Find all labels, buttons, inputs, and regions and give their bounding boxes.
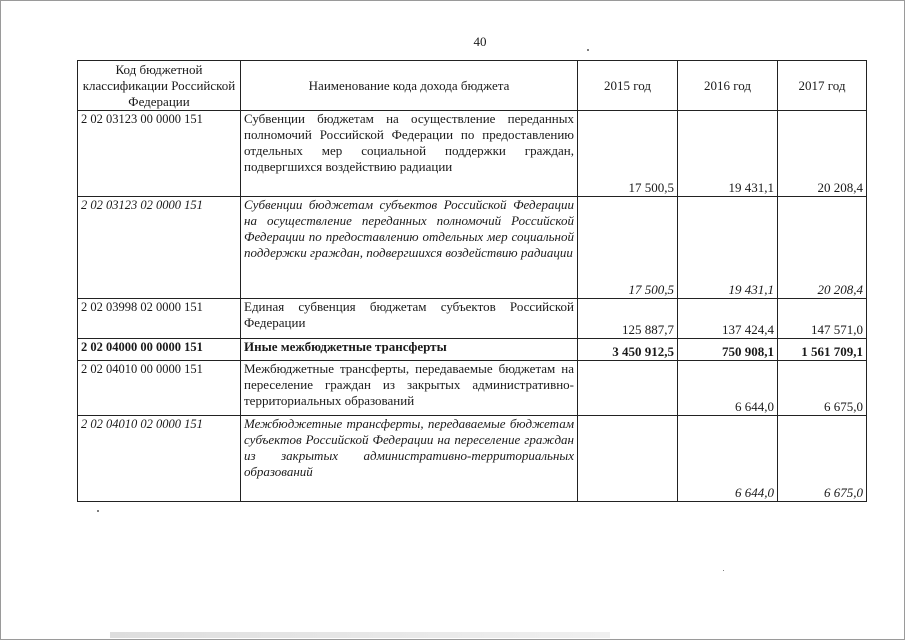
row-value-2016: 19 431,1 <box>678 111 778 197</box>
scan-speck <box>723 570 724 571</box>
row-value-2017: 6 675,0 <box>778 361 867 416</box>
row-value-2015: 3 450 912,5 <box>578 339 678 361</box>
header-name: Наименование кода дохода бюджета <box>241 61 578 111</box>
row-value-2017: 6 675,0 <box>778 416 867 502</box>
table-row <box>78 197 867 299</box>
row-value-2017: 20 208,4 <box>778 111 867 197</box>
row-code: 2 02 03123 00 0000 151 <box>78 111 241 197</box>
row-value-2015 <box>578 416 678 502</box>
row-value-2015: 125 887,7 <box>578 299 678 339</box>
table-header-row <box>78 61 867 111</box>
row-code: 2 02 03123 02 0000 151 <box>78 197 241 299</box>
row-name: Межбюджетные трансферты, передаваемые бюджетам на переселение граждан из закрытых административно-территориальных образований <box>241 361 578 416</box>
row-name: Субвенции бюджетам на осуществление переданных полномочий Российской Федерации по предоставлению отдельных мер социальной поддержки граждан, подвергшихся воздействию радиации <box>241 111 578 197</box>
header-2017: 2017 год <box>778 61 867 111</box>
row-value-2016: 6 644,0 <box>678 361 778 416</box>
row-value-2015: 17 500,5 <box>578 111 678 197</box>
row-value-2017: 147 571,0 <box>778 299 867 339</box>
row-code: 2 02 04010 02 0000 151 <box>78 416 241 502</box>
row-name: Субвенции бюджетам субъектов Российской Федерации на осуществление переданных полномочий Российской Федерации по предоставлению отдельных мер социальной поддержки граждан, подвергшихся воздействию радиации <box>241 197 578 299</box>
scan-speck <box>587 49 589 51</box>
row-value-2015 <box>578 361 678 416</box>
header-2016: 2016 год <box>678 61 778 111</box>
page-number: 40 <box>473 34 487 49</box>
row-value-2016: 750 908,1 <box>678 339 778 361</box>
row-value-2016: 137 424,4 <box>678 299 778 339</box>
header-code: Код бюджетной классификации Российской Федерации <box>78 61 241 111</box>
row-code: 2 02 04010 00 0000 151 <box>78 361 241 416</box>
row-code: 2 02 04000 00 0000 151 <box>78 339 241 361</box>
footer-scan-edge <box>110 632 610 638</box>
row-value-2017: 20 208,4 <box>778 197 867 299</box>
row-name: Иные межбюджетные трансферты <box>241 339 578 361</box>
row-value-2016: 6 644,0 <box>678 416 778 502</box>
table-row <box>78 111 867 197</box>
row-name: Межбюджетные трансферты, передаваемые бюджетам субъектов Российской Федерации на переселение граждан из закрытых административно-территориальных образований <box>241 416 578 502</box>
header-2015: 2015 год <box>578 61 678 111</box>
table-row-subtotal <box>78 339 867 361</box>
row-value-2016: 19 431,1 <box>678 197 778 299</box>
scan-speck <box>97 510 99 512</box>
table-row <box>78 416 867 502</box>
row-name: Единая субвенция бюджетам субъектов Российской Федерации <box>241 299 578 339</box>
row-value-2017: 1 561 709,1 <box>778 339 867 361</box>
table-row <box>78 299 867 339</box>
budget-revenue-table <box>77 60 867 502</box>
row-code: 2 02 03998 02 0000 151 <box>78 299 241 339</box>
row-value-2015: 17 500,5 <box>578 197 678 299</box>
table-row <box>78 361 867 416</box>
